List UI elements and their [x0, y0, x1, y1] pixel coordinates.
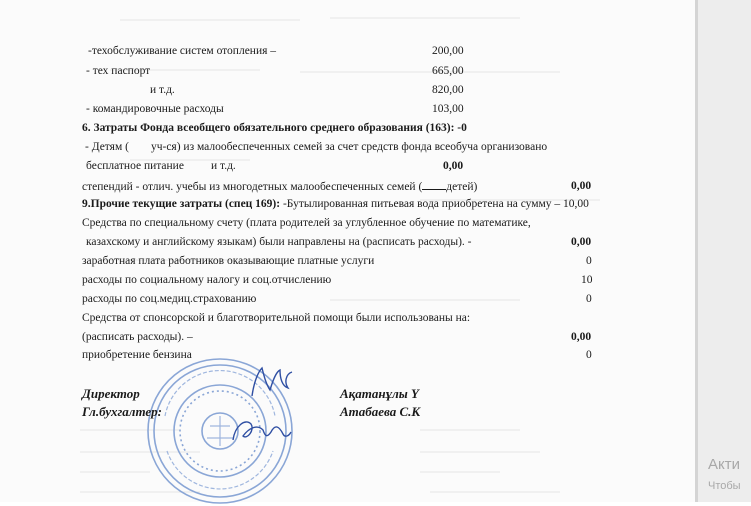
section-6-line-2-label: бесплатное питание: [86, 160, 184, 172]
expense-row-label: - командировочные расходы: [86, 103, 224, 115]
expense-row-value: 665,00: [432, 65, 464, 77]
sponsor-line-1: Средства от спонсорской и благотворительной помощи были использованы на:: [82, 312, 471, 324]
sponsor-line-2: (расписать расходы). –: [82, 331, 193, 343]
special-account-value: 0,00: [571, 236, 592, 248]
special-item-value: 0: [586, 293, 592, 305]
special-item-value: 10: [581, 274, 593, 286]
sponsor-value: 0,00: [571, 331, 592, 343]
section-9-heading-line: [82, 197, 589, 211]
fuel-label: приобретение бензина: [82, 349, 192, 361]
section-6-line-3-value: 0,00: [571, 180, 592, 192]
section-9-heading: 9.Прочие текущие затраты (спец 169):: [82, 198, 281, 210]
section-6-line-3-end: детей): [446, 181, 478, 193]
expense-row-label: и т.д.: [150, 84, 175, 96]
desktop-background: [695, 0, 751, 502]
expense-row-label: - тех паспорт: [86, 65, 151, 77]
special-item-label: расходы по социальному налогу и соц.отчислению: [82, 274, 332, 286]
director-signature: [240, 362, 300, 402]
expense-row-label: -техобслуживание систем отопления –: [88, 45, 277, 57]
section-6-line-2-value: 0,00: [443, 160, 464, 172]
expense-row-value: 200,00: [432, 45, 464, 57]
activation-watermark-title: Акти: [708, 456, 740, 473]
section-6-line-1: [85, 140, 547, 154]
special-item-value: 0: [586, 255, 592, 267]
special-account-line-2: казахскому и английскому языкам) были направлены на (расписать расходы). -: [86, 236, 472, 248]
section-6-heading: 6. Затраты Фонда всеобщего обязательного среднего образования (163): -0: [82, 122, 467, 134]
special-item-label: заработная плата работников оказывающие платные услуги: [82, 255, 375, 267]
activation-watermark-text: Чтобы: [708, 480, 741, 492]
page-edge: [695, 0, 698, 502]
special-item-label: расходы по соц.медиц.страхованию: [82, 293, 257, 305]
director-name: Ақатанұлы Ү: [340, 386, 419, 401]
special-account-line-1: Средства по специальному счету (плата родителей за углубленное обучение по математике,: [82, 217, 531, 229]
section-6-line-3: [82, 179, 477, 194]
director-title: Директор: [82, 386, 140, 401]
section-9-heading-tail: -Бутылированная питьевая вода приобретена на сумму – 10,00: [280, 198, 589, 210]
blank-underline: [422, 179, 446, 190]
section-6-line-1-start: - Детям (: [85, 141, 129, 153]
fuel-value: 0: [586, 349, 592, 361]
expense-row-value: 820,00: [432, 84, 464, 96]
section-6-line-3-start: степендий - отлич. учебы из многодетных малообеспеченных семей (: [82, 181, 423, 193]
section-6-line-1-end: уч-ся) из малообеспеченных семей за счет средств фонда всеобуча организовано: [150, 141, 548, 153]
expense-row-value: 103,00: [432, 103, 464, 115]
section-6-line-2-etc: и т.д.: [211, 160, 236, 172]
accountant-signature: [225, 410, 295, 448]
accountant-name: Атабаева С.К: [340, 404, 421, 419]
accountant-title: Гл.бухгалтер:: [82, 404, 163, 419]
